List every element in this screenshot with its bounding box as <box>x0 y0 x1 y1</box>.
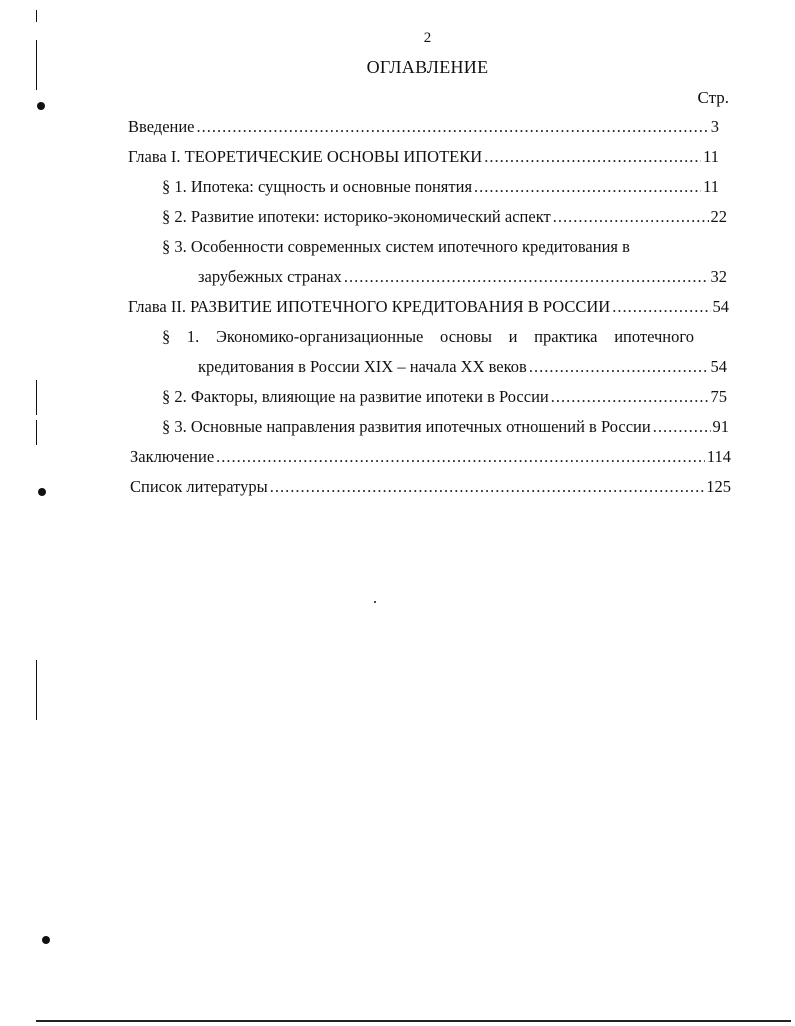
toc-entry-ch2-sec1-line1: § 1. Экономико-организационные основы и практика ипотечного <box>162 327 694 346</box>
toc-entry-label: Глава II. РАЗВИТИЕ ИПОТЕЧНОГО КРЕДИТОВАНИЯ В РОССИИ <box>128 297 611 316</box>
toc-entry-label: § 3. Основные направления развития ипотечных отношений в России <box>162 417 651 436</box>
toc-entry-label: Введение <box>128 117 195 136</box>
leader-dots <box>344 267 709 287</box>
toc-entry-page: 11 <box>703 147 719 166</box>
toc-entry-ch2-sec1 <box>198 357 727 377</box>
punch-hole-mark <box>42 936 50 944</box>
leader-dots <box>612 297 710 317</box>
toc-entry-page: 114 <box>706 447 731 466</box>
toc-entry-bibliography <box>130 477 731 497</box>
toc-entry-page: 3 <box>710 117 719 136</box>
scan-artifact <box>36 420 37 445</box>
toc-entry-page: 22 <box>710 207 727 226</box>
toc-entry-page: 54 <box>710 357 727 376</box>
toc-entry-label: кредитования в России XIX – начала XX веков <box>198 357 527 376</box>
toc-entry-ch1-sec1 <box>162 177 719 197</box>
leader-dots <box>474 177 701 197</box>
toc-entry-conclusion <box>130 447 731 467</box>
toc-entry-label: Список литературы <box>130 477 268 496</box>
punch-hole-mark <box>37 102 45 110</box>
scan-artifact <box>36 380 37 415</box>
leader-dots <box>551 387 709 407</box>
bottom-edge-line <box>36 1020 791 1022</box>
scan-artifact <box>36 40 37 90</box>
toc-entry-label: Глава I. ТЕОРЕТИЧЕСКИЕ ОСНОВЫ ИПОТЕКИ <box>128 147 483 166</box>
toc-entry-label: Заключение <box>130 447 215 466</box>
page-column-label: Стр. <box>697 88 729 107</box>
toc-entry-label: зарубежных странах <box>198 267 342 286</box>
toc-entry-page: 125 <box>706 477 731 496</box>
toc-entry-ch2-sec2 <box>162 387 727 407</box>
leader-dots <box>484 147 701 167</box>
punch-hole-mark <box>38 488 46 496</box>
toc-entry-chapter-1 <box>128 147 719 167</box>
speck-mark <box>374 601 376 603</box>
leader-dots <box>216 447 705 467</box>
toc-entry-ch1-sec2 <box>162 207 727 227</box>
toc-entry-ch1-sec3 <box>198 267 727 287</box>
toc-entry-ch1-sec3-line1: § 3. Особенности современных систем ипотечного кредитования в <box>162 237 630 256</box>
leader-dots <box>197 117 709 137</box>
toc-entry-page: 11 <box>703 177 719 196</box>
toc-entry-label: § 2. Факторы, влияющие на развитие ипотеки в России <box>162 387 549 406</box>
leader-dots <box>529 357 709 377</box>
page-number: 2 <box>423 30 432 46</box>
toc-entry-ch2-sec3 <box>162 417 729 437</box>
scan-artifact <box>36 10 37 22</box>
toc-entry-introduction <box>128 117 719 137</box>
leader-dots <box>270 477 705 497</box>
scan-artifact <box>36 660 37 720</box>
leader-dots <box>553 207 709 227</box>
toc-entry-page: 75 <box>710 387 727 406</box>
toc-entry-page: 32 <box>710 267 727 286</box>
toc-entry-label: § 1. Ипотека: сущность и основные понятия <box>162 177 473 196</box>
toc-entry-page: 91 <box>712 417 729 436</box>
toc-title: ОГЛАВЛЕНИЕ <box>366 57 489 77</box>
toc-entry-label: § 2. Развитие ипотеки: историко-экономический аспект <box>162 207 551 226</box>
leader-dots <box>653 417 711 437</box>
toc-entry-chapter-2 <box>128 297 729 317</box>
toc-entry-page: 54 <box>712 297 729 316</box>
